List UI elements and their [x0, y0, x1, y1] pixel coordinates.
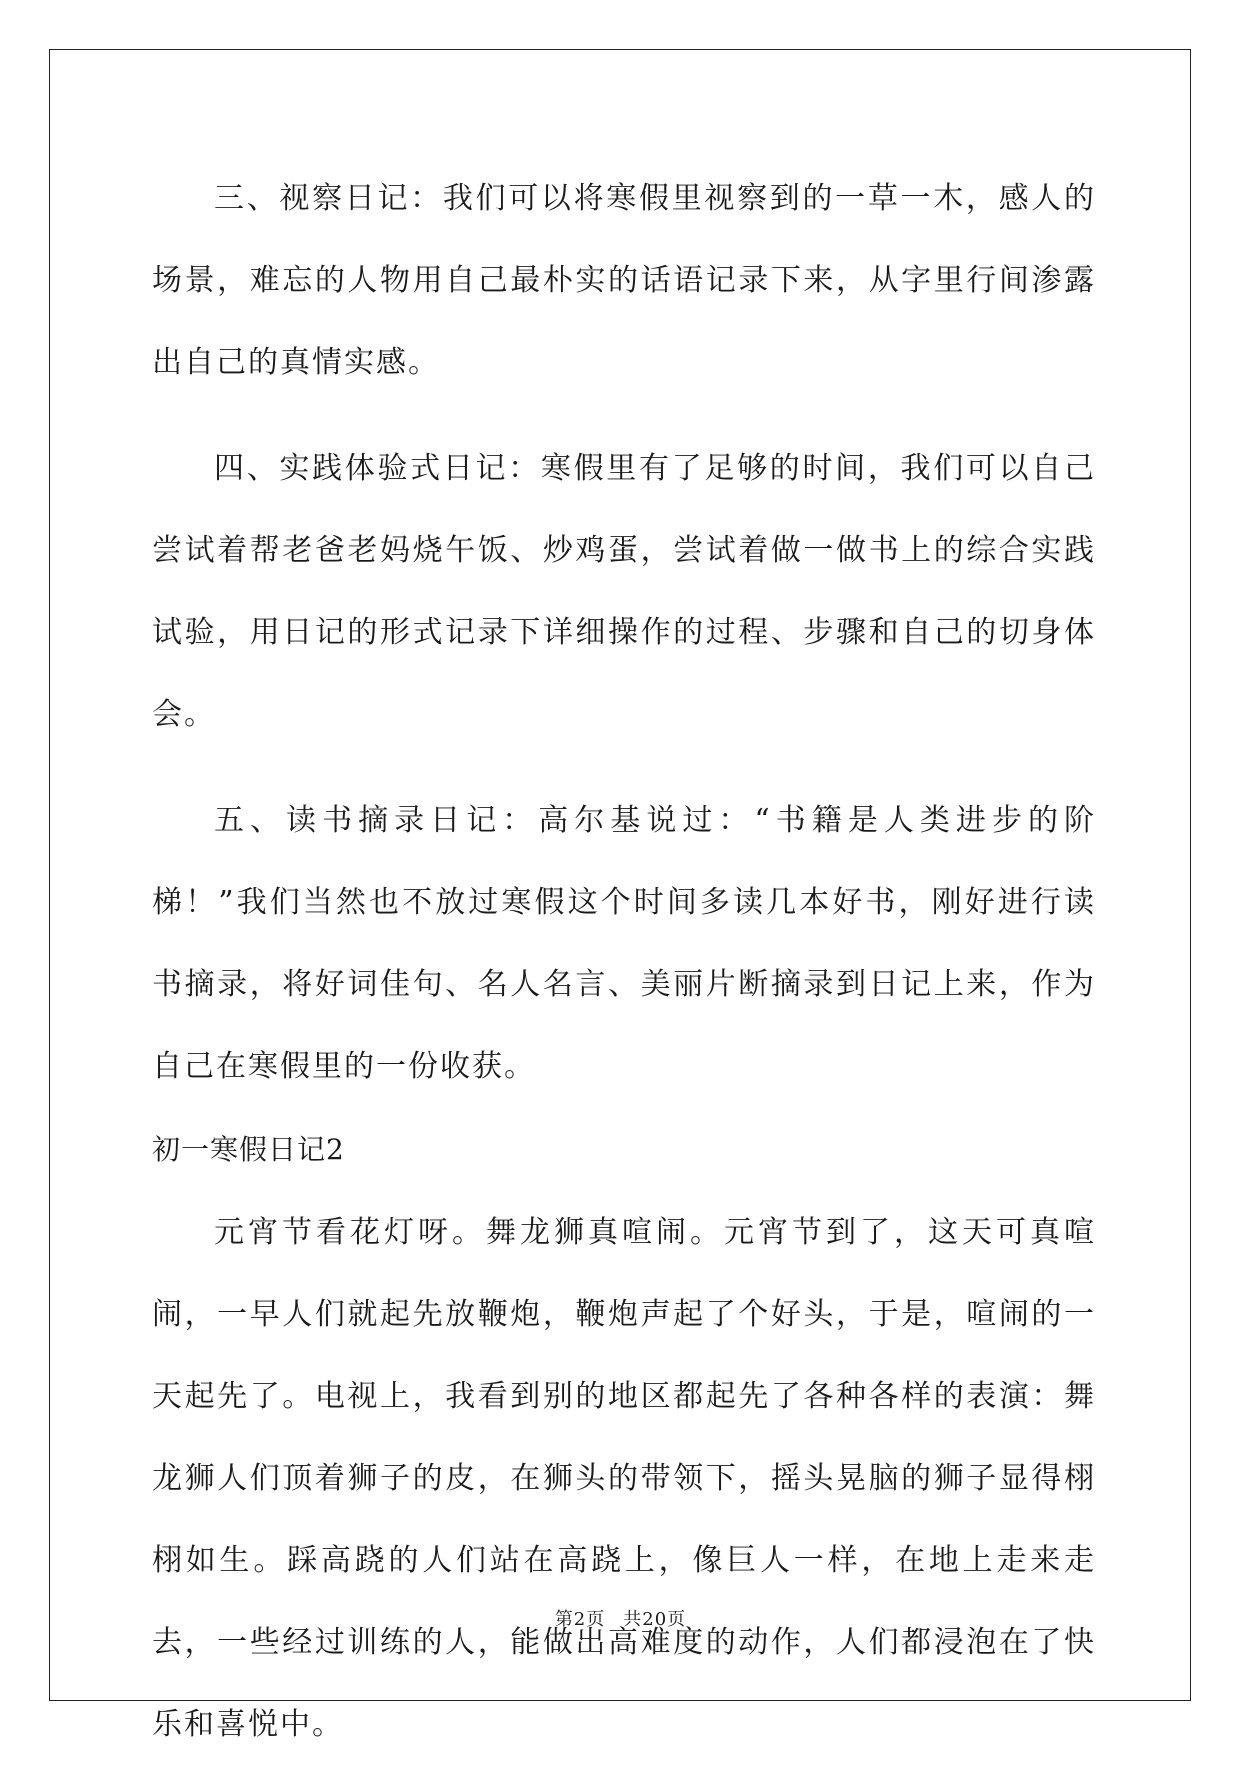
document-body — [152, 158, 1096, 1790]
paragraph-observation-diary: 三、视察日记：我们可以将寒假里视察到的一草一木，感人的场景，难忘的人物用自己最朴实的话语记录下来，从字里行间渗露出自己的真情实感。 — [152, 181, 1096, 380]
paragraph-lantern-festival: 元宵节看花灯呀。舞龙狮真喧闹。元宵节到了，这天可真喧闹，一早人们就起先放鞭炮，鞭炮声起了个好头，于是，喧闹的一天起先了。电视上，我看到别的地区都起先了各种各样的表演：舞龙狮人们顶着狮子的皮，在狮头的带领下，摇头晃脑的狮子显得栩栩如生。踩高跷的人们站在高跷上，像巨人一样，在地上走来走去，一些经过训练的人，能做出高难度的动作，人们都浸泡在了快乐和喜悦中。 — [152, 1215, 1096, 1742]
paragraph-reading-diary: 五、读书摘录日记：高尔基说过：“书籍是人类进步的阶梯！”我们当然也不放过寒假这个时间多读几本好书，刚好进行读书摘录，将好词佳句、名人名言、美丽片断摘录到日记上来，作为自己在寒假里的一份收获。 — [152, 803, 1096, 1084]
total-pages: 共20页 — [623, 1609, 687, 1630]
section-heading: 初一寒假日记2 — [152, 1133, 345, 1166]
page-number: 第2页 — [554, 1609, 606, 1630]
page-footer — [0, 1605, 1241, 1631]
paragraph-practice-diary: 四、实践体验式日记：寒假里有了足够的时间，我们可以自己尝试着帮老爸老妈烧午饭、炒鸡蛋，尝试着做一做书上的综合实践试验，用日记的形式记录下详细操作的过程、步骤和自己的切身体会。 — [152, 451, 1096, 732]
